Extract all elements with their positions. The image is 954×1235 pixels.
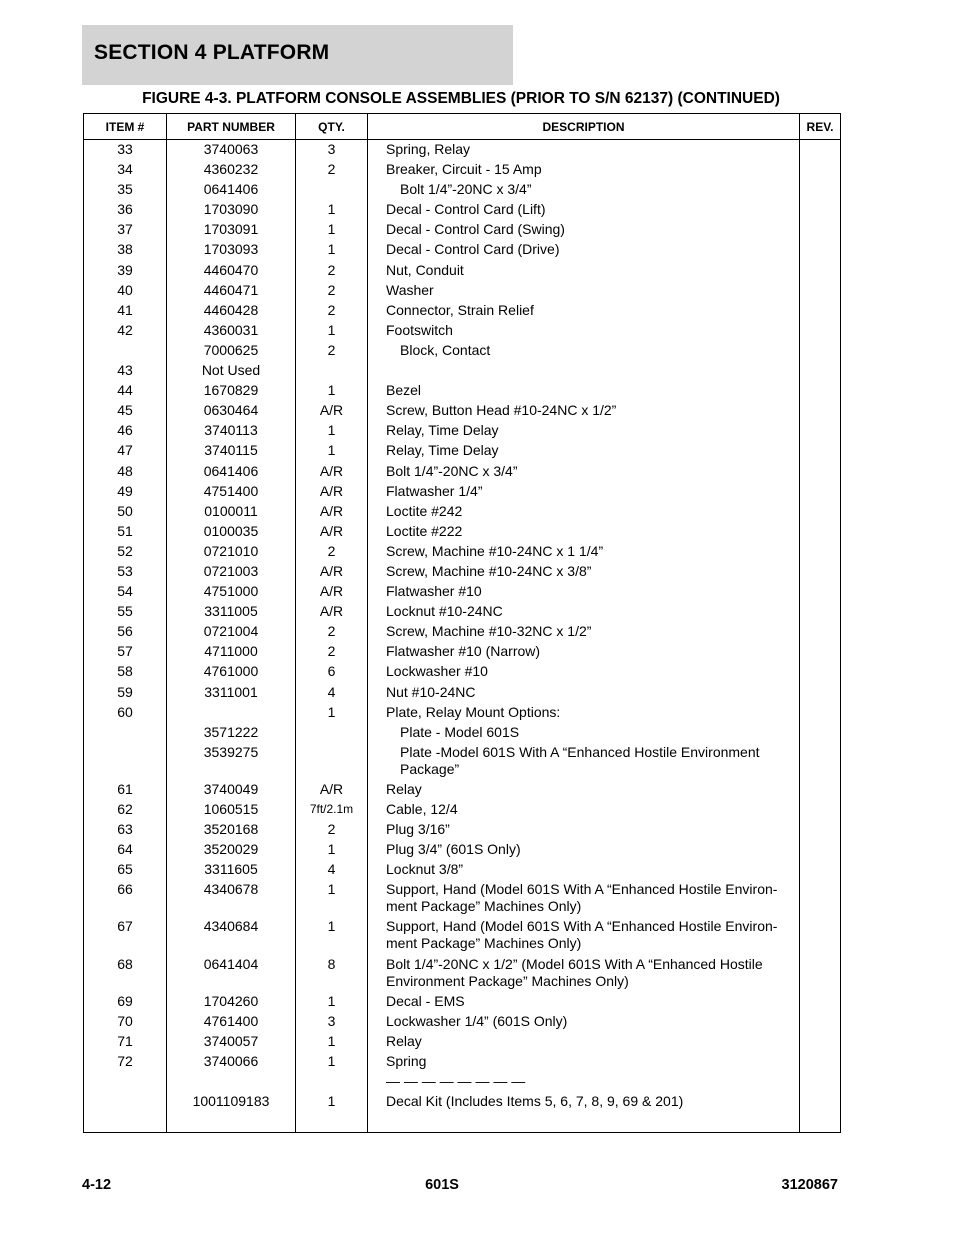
part-number-cell: 4460471 [167,280,296,300]
qty-cell: 2 [296,820,368,840]
table-row [84,461,841,481]
item-cell: 40 [84,280,167,300]
description-cell: Decal - Control Card (Swing) [368,220,800,240]
part-number-cell: 4360031 [167,320,296,340]
table-row [84,582,841,602]
model-name: 601S [425,1177,459,1193]
qty-cell: 1 [296,421,368,441]
table-row [84,280,841,300]
rev-cell [800,340,841,360]
rev-cell [800,662,841,682]
qty-cell: 1 [296,840,368,860]
table-row [84,840,841,860]
qty-cell: 2 [296,160,368,180]
rev-cell [800,541,841,561]
part-number-cell: 4761400 [167,1011,296,1031]
qty-cell: 1 [296,1031,368,1051]
item-cell: 48 [84,461,167,481]
part-number-cell: 0721010 [167,541,296,561]
rev-cell [800,702,841,722]
item-cell: 61 [84,779,167,799]
rev-cell [800,441,841,461]
table-row [84,1011,841,1031]
item-cell: 68 [84,954,167,991]
rev-cell [800,521,841,541]
description-cell: Flatwasher 1/4” [368,481,800,501]
part-number-cell: 3740049 [167,779,296,799]
description-cell: Cable, 12/4 [368,800,800,820]
table-row [84,682,841,702]
figure-title: FIGURE 4-3. PLATFORM CONSOLE ASSEMBLIES (PRIOR TO S/N 62137) (CONTINUED) [142,90,780,107]
item-cell: 43 [84,361,167,381]
part-number-cell: 4711000 [167,642,296,662]
description-cell: Washer [368,280,800,300]
rev-cell [800,642,841,662]
table-row [84,622,841,642]
rev-cell [800,240,841,260]
item-cell: 69 [84,991,167,1011]
qty-cell: 2 [296,541,368,561]
qty-cell [296,1072,368,1092]
description-cell: Lockwasher #10 [368,662,800,682]
qty-cell: 4 [296,682,368,702]
qty-cell: 1 [296,220,368,240]
description-cell: Locknut #10-24NC [368,602,800,622]
part-number-cell: 3740113 [167,421,296,441]
description-cell: Decal Kit (Includes Items 5, 6, 7, 8, 9, 69 & 201) [368,1092,800,1133]
table-row [84,561,841,581]
rev-cell [800,991,841,1011]
item-cell: 49 [84,481,167,501]
part-number-cell: 4751400 [167,481,296,501]
description-cell: Relay, Time Delay [368,421,800,441]
qty-cell: 2 [296,622,368,642]
qty-cell: 1 [296,917,368,954]
table-row [84,381,841,401]
description-cell: Plate -Model 601S With A “Enhanced Hostile Environment Package” [368,742,800,779]
rev-cell [800,779,841,799]
part-number-cell: 1001109183 [167,1092,296,1133]
description-cell: Plug 3/16” [368,820,800,840]
rev-cell [800,1072,841,1092]
part-number-cell: 3740063 [167,140,296,160]
qty-cell: 1 [296,240,368,260]
table-row [84,860,841,880]
item-cell: 45 [84,401,167,421]
item-cell: 63 [84,820,167,840]
part-number-cell: 1060515 [167,800,296,820]
table-row [84,320,841,340]
rev-cell [800,622,841,642]
rev-cell [800,1092,841,1133]
item-cell: 35 [84,180,167,200]
table-row [84,200,841,220]
description-cell: Locknut 3/8” [368,860,800,880]
description-cell: Bezel [368,381,800,401]
description-cell [368,361,800,381]
item-cell: 33 [84,140,167,160]
rev-cell [800,742,841,779]
qty-cell [296,742,368,779]
item-cell: 47 [84,441,167,461]
item-cell: 51 [84,521,167,541]
part-number-cell: 0100035 [167,521,296,541]
description-cell: Support, Hand (Model 601S With A “Enhanced Hostile Environ-ment Package” Machines Only) [368,880,800,917]
parts-table [83,113,841,1133]
part-number-cell: 3311001 [167,682,296,702]
rev-cell [800,461,841,481]
qty-cell: 1 [296,1051,368,1071]
rev-cell [800,300,841,320]
part-number-cell: 1703091 [167,220,296,240]
column-header-qty: QTY. [296,114,368,140]
table-row [84,180,841,200]
qty-cell: A/R [296,779,368,799]
description-cell: Nut #10-24NC [368,682,800,702]
part-number-cell: 4360232 [167,160,296,180]
part-number-cell: 4340684 [167,917,296,954]
item-cell: 46 [84,421,167,441]
part-number-cell: 4340678 [167,880,296,917]
item-cell: 72 [84,1051,167,1071]
table-row [84,260,841,280]
table-row [84,160,841,180]
table-row [84,954,841,991]
table-row [84,361,841,381]
item-cell: 64 [84,840,167,860]
document-number: 3120867 [781,1177,838,1193]
description-cell: Breaker, Circuit - 15 Amp [368,160,800,180]
table-row [84,501,841,521]
rev-cell [800,800,841,820]
rev-cell [800,602,841,622]
part-number-cell: 3740066 [167,1051,296,1071]
part-number-cell: 0641404 [167,954,296,991]
item-cell: 60 [84,702,167,722]
qty-cell: A/R [296,521,368,541]
table-row [84,521,841,541]
item-cell: 71 [84,1031,167,1051]
table-row [84,220,841,240]
qty-cell: A/R [296,461,368,481]
part-number-cell: 1704260 [167,991,296,1011]
rev-cell [800,381,841,401]
part-number-cell: 1703093 [167,240,296,260]
item-cell: 54 [84,582,167,602]
part-number-cell: 4761000 [167,662,296,682]
qty-cell: A/R [296,501,368,521]
description-cell: Spring, Relay [368,140,800,160]
rev-cell [800,361,841,381]
rev-cell [800,880,841,917]
item-cell: 57 [84,642,167,662]
description-cell: Screw, Button Head #10-24NC x 1/2” [368,401,800,421]
rev-cell [800,320,841,340]
qty-cell: A/R [296,582,368,602]
item-cell [84,742,167,779]
table-row [84,300,841,320]
item-cell [84,1092,167,1133]
qty-cell: 1 [296,200,368,220]
description-cell: Plate, Relay Mount Options: [368,702,800,722]
qty-cell: 7ft/2.1m [296,800,368,820]
part-number-cell: 0630464 [167,401,296,421]
item-cell [84,722,167,742]
part-number-cell: 4751000 [167,582,296,602]
item-cell [84,340,167,360]
table-row [84,880,841,917]
column-header-rev: REV. [800,114,841,140]
parts-table-body [84,140,841,1133]
table-row [84,240,841,260]
part-number-cell [167,1072,296,1092]
rev-cell [800,954,841,991]
table-row [84,441,841,461]
description-cell: Connector, Strain Relief [368,300,800,320]
part-number-cell: 1670829 [167,381,296,401]
part-number-cell: 3311605 [167,860,296,880]
part-number-cell: 1703090 [167,200,296,220]
rev-cell [800,180,841,200]
qty-cell: A/R [296,481,368,501]
description-cell: Relay, Time Delay [368,441,800,461]
qty-cell: 2 [296,642,368,662]
description-cell: Loctite #222 [368,521,800,541]
table-row [84,742,841,779]
part-number-cell: 4460470 [167,260,296,280]
item-cell: 34 [84,160,167,180]
part-number-cell: 3571222 [167,722,296,742]
item-cell: 58 [84,662,167,682]
description-cell: Flatwasher #10 [368,582,800,602]
qty-cell: A/R [296,602,368,622]
table-row [84,917,841,954]
rev-cell [800,561,841,581]
table-row [84,541,841,561]
rev-cell [800,1031,841,1051]
item-cell: 56 [84,622,167,642]
rev-cell [800,220,841,240]
item-cell: 70 [84,1011,167,1031]
qty-cell: 1 [296,381,368,401]
item-cell: 38 [84,240,167,260]
table-row [84,1051,841,1071]
part-number-cell [167,702,296,722]
qty-cell: 3 [296,140,368,160]
item-cell: 65 [84,860,167,880]
part-number-cell: 3740115 [167,441,296,461]
page-number: 4-12 [82,1177,112,1193]
qty-cell: 1 [296,880,368,917]
rev-cell [800,860,841,880]
qty-cell: 1 [296,320,368,340]
qty-cell: 2 [296,340,368,360]
rev-cell [800,501,841,521]
part-number-cell: 0721003 [167,561,296,581]
qty-cell: A/R [296,561,368,581]
part-number-cell: 4460428 [167,300,296,320]
rev-cell [800,1011,841,1031]
qty-cell: 2 [296,300,368,320]
description-cell: Bolt 1/4”-20NC x 1/2” (Model 601S With A “Enhanced Hostile Environment Package” Machines Only) [368,954,800,991]
description-cell: Bolt 1/4”-20NC x 3/4” [368,461,800,481]
description-cell: Nut, Conduit [368,260,800,280]
rev-cell [800,682,841,702]
table-row [84,421,841,441]
table-row [84,1031,841,1051]
rev-cell [800,280,841,300]
rev-cell [800,401,841,421]
description-cell: Block, Contact [368,340,800,360]
item-cell: 50 [84,501,167,521]
qty-cell: 1 [296,441,368,461]
table-row [84,662,841,682]
item-cell: 59 [84,682,167,702]
table-row [84,722,841,742]
qty-cell [296,722,368,742]
item-cell: 36 [84,200,167,220]
part-number-cell: 3539275 [167,742,296,779]
description-cell: Plate - Model 601S [368,722,800,742]
column-header-item: ITEM # [84,114,167,140]
part-number-cell: 0641406 [167,180,296,200]
qty-cell: 8 [296,954,368,991]
rev-cell [800,260,841,280]
qty-cell: A/R [296,401,368,421]
table-row [84,642,841,662]
part-number-cell: 3311005 [167,602,296,622]
rev-cell [800,820,841,840]
table-row [84,140,841,160]
rev-cell [800,582,841,602]
rev-cell [800,160,841,180]
description-cell: Spring [368,1051,800,1071]
qty-cell: 6 [296,662,368,682]
item-cell: 67 [84,917,167,954]
item-cell: 39 [84,260,167,280]
part-number-cell: 7000625 [167,340,296,360]
rev-cell [800,140,841,160]
qty-cell: 1 [296,702,368,722]
description-cell: Lockwasher 1/4” (601S Only) [368,1011,800,1031]
item-cell: 53 [84,561,167,581]
qty-cell: 1 [296,991,368,1011]
item-cell: 52 [84,541,167,561]
part-number-cell: 3520029 [167,840,296,860]
qty-cell [296,180,368,200]
column-header-part-number: PART NUMBER [167,114,296,140]
item-cell: 41 [84,300,167,320]
table-row [84,820,841,840]
table-row [84,401,841,421]
description-cell: Decal - EMS [368,991,800,1011]
rev-cell [800,840,841,860]
qty-cell [296,361,368,381]
item-cell [84,1072,167,1092]
description-cell: Plug 3/4” (601S Only) [368,840,800,860]
rev-cell [800,200,841,220]
rev-cell [800,917,841,954]
table-row [84,779,841,799]
description-cell: Bolt 1/4”-20NC x 3/4” [368,180,800,200]
table-row [84,481,841,501]
table-row [84,800,841,820]
table-row [84,602,841,622]
table-row [84,340,841,360]
description-cell: Screw, Machine #10-32NC x 1/2” [368,622,800,642]
description-cell: Relay [368,1031,800,1051]
rev-cell [800,421,841,441]
section-title: SECTION 4 PLATFORM [94,41,330,64]
part-number-cell: 0721004 [167,622,296,642]
table-row [84,1072,841,1092]
table-header-row [84,114,841,140]
description-cell: Flatwasher #10 (Narrow) [368,642,800,662]
description-cell: Relay [368,779,800,799]
qty-cell: 1 [296,1092,368,1133]
qty-cell: 2 [296,260,368,280]
part-number-cell: 0100011 [167,501,296,521]
item-cell: 62 [84,800,167,820]
description-cell: Decal - Control Card (Lift) [368,200,800,220]
description-cell: — — — — — — — — [368,1072,800,1092]
qty-cell: 2 [296,280,368,300]
part-number-cell: 3740057 [167,1031,296,1051]
rev-cell [800,1051,841,1071]
rev-cell [800,481,841,501]
part-number-cell: 0641406 [167,461,296,481]
table-row [84,991,841,1011]
table-row [84,702,841,722]
description-cell: Screw, Machine #10-24NC x 1 1/4” [368,541,800,561]
description-cell: Footswitch [368,320,800,340]
qty-cell: 3 [296,1011,368,1031]
description-cell: Screw, Machine #10-24NC x 3/8” [368,561,800,581]
item-cell: 66 [84,880,167,917]
column-header-description: DESCRIPTION [368,114,800,140]
table-row [84,1092,841,1133]
item-cell: 44 [84,381,167,401]
description-cell: Support, Hand (Model 601S With A “Enhanced Hostile Environ-ment Package” Machines Only) [368,917,800,954]
part-number-cell: 3520168 [167,820,296,840]
part-number-cell: Not Used [167,361,296,381]
item-cell: 55 [84,602,167,622]
item-cell: 42 [84,320,167,340]
item-cell: 37 [84,220,167,240]
description-cell: Loctite #242 [368,501,800,521]
description-cell: Decal - Control Card (Drive) [368,240,800,260]
qty-cell: 4 [296,860,368,880]
rev-cell [800,722,841,742]
section-banner [82,25,513,85]
